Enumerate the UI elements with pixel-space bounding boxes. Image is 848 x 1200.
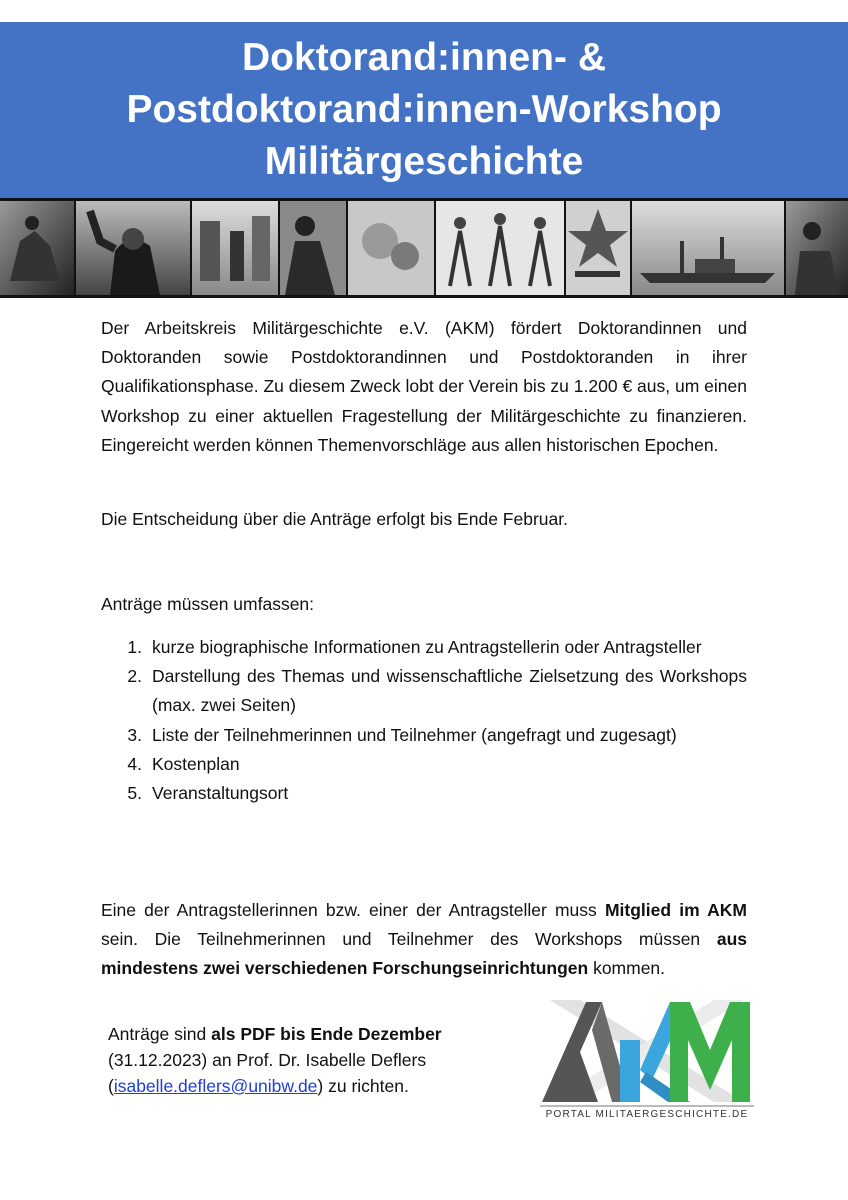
list-item-number: 1. (127, 637, 142, 657)
photo-battleship (632, 201, 784, 295)
decision-paragraph: Die Entscheidung über die Anträge erfolgt bis Ende Februar. (101, 509, 568, 529)
title-banner (0, 22, 848, 198)
title-line-3: Militärgeschichte (264, 140, 584, 183)
photo-town-scene (192, 201, 278, 295)
membership-text-3: kommen. (588, 958, 666, 979)
contact-block (108, 1021, 508, 1099)
list-item (101, 662, 747, 720)
contact-line-1 (108, 1021, 508, 1047)
intro-paragraph: Der Arbeitskreis Militärgeschichte e.V. (AKM) fördert Doktorandinnen und Doktoranden sowie Postdoktorandinnen und Postdoktoranden in ihrer Qualifikationsphase. Zu diesem Zweck lobt der Verein bis zu 1.200 € aus, um einen Workshop zu einer aktuellen Fragestellung der Militärgeschichte zu finanzieren. Eingereicht werden können Themenvorschläge aus allen historischen Epochen. (101, 318, 747, 455)
list-item (101, 750, 747, 779)
paren-open: ( (108, 1076, 114, 1096)
list-item (101, 779, 747, 808)
photo-officers-at-map (280, 201, 346, 295)
logo-tagline: PORTAL MILITAERGESCHICHTE.DE (545, 1109, 749, 1120)
contact-text-3: ) zu richten. (317, 1076, 409, 1096)
photo-landsknecht-engraving (436, 201, 564, 295)
list-item-text: Darstellung des Themas und wissenschaftliche Zielsetzung des Workshops (max. zwei Seiten) (152, 666, 747, 716)
list-item-text: Liste der Teilnehmerinnen und Teilnehmer (angefragt und zugesagt) (152, 724, 677, 745)
list-item-number: 3. (127, 724, 142, 745)
requirements-lead: Anträge müssen umfassen: (101, 594, 315, 614)
historical-photo-strip (0, 198, 848, 298)
title-line-2: Postdoktorand:innen-Workshop (126, 88, 722, 131)
list-item-number: 2. (127, 666, 142, 687)
membership-bold-1: Mitglied im AKM (604, 900, 747, 920)
membership-paragraph (101, 896, 747, 984)
list-item-text: Veranstaltungsort (152, 783, 289, 804)
photo-trench-soldiers (786, 201, 848, 295)
membership-text-2: sein. Die Teilnehmerinnen und Teilnehmer des Workshops müssen (101, 929, 717, 950)
akm-logo (540, 1000, 754, 1122)
membership-bold-2: aus mindestens zwei verschiedenen Forschungseinrichtungen (101, 929, 747, 979)
photo-equestrian-statue (0, 201, 74, 295)
list-item-number: 4. (127, 753, 142, 774)
membership-text-1: Eine der Antragstellerinnen bzw. einer der Antragsteller muss (101, 900, 605, 920)
email-link[interactable]: isabelle.deflers@unibw.de (113, 1076, 318, 1096)
photo-soviet-poster (566, 201, 630, 295)
list-item-text: kurze biographische Informationen zu Antragstellerin oder Antragsteller (152, 637, 702, 657)
requirements-list (101, 633, 747, 808)
list-item-number: 5. (127, 783, 142, 804)
list-item-text: Kostenplan (152, 753, 240, 774)
photo-soldier-saluting (76, 201, 190, 295)
list-item (101, 633, 747, 662)
photo-relief-sculpture (348, 201, 434, 295)
contact-line-3 (108, 1073, 508, 1099)
list-item (101, 721, 747, 750)
title-line-1: Doktorand:innen- & (242, 36, 606, 79)
contact-deadline: als PDF bis Ende Dezember (211, 1024, 442, 1044)
logo-letter-a (542, 1002, 630, 1102)
contact-line-2: (31.12.2023) an Prof. Dr. Isabelle Deflers (108, 1050, 427, 1070)
contact-text-1: Anträge sind (108, 1024, 212, 1044)
